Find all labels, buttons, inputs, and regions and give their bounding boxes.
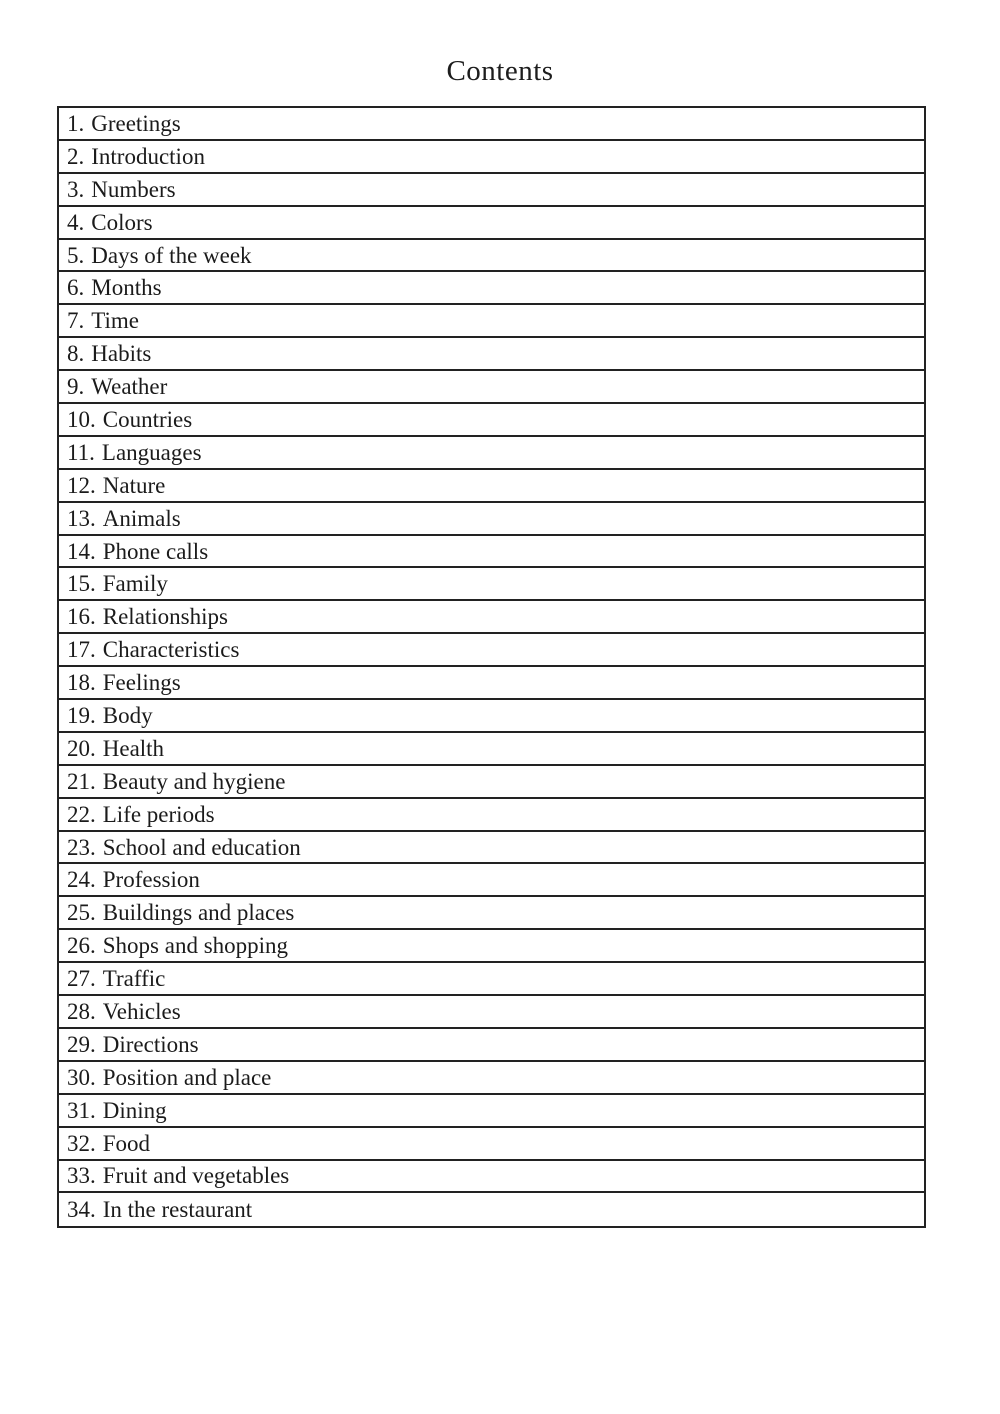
row-label: Food [102, 1130, 151, 1156]
row-label: Dining [102, 1097, 167, 1123]
table-row [59, 1161, 924, 1194]
table-row [59, 963, 924, 996]
table-row [59, 832, 924, 865]
table-row [59, 404, 924, 437]
row-number: 7. [67, 308, 85, 334]
row-number: 27. [67, 966, 96, 992]
row-number: 8. [67, 341, 85, 367]
row-label: Greetings [91, 110, 181, 136]
table-row [59, 1193, 924, 1226]
row-label: Health [102, 735, 165, 761]
row-label: Languages [101, 439, 202, 465]
table-row [59, 305, 924, 338]
row-number: 25. [67, 900, 96, 926]
table-row [59, 568, 924, 601]
row-label: Relationships [102, 604, 228, 630]
row-number: 28. [67, 998, 96, 1024]
page-title: Contents [446, 55, 554, 87]
row-label: Months [91, 275, 162, 301]
row-number: 13. [67, 505, 96, 531]
row-number: 11. [67, 439, 95, 465]
row-label: Introduction [91, 143, 205, 169]
row-number: 16. [67, 604, 96, 630]
row-label: Buildings and places [102, 900, 295, 926]
row-number: 29. [67, 1031, 96, 1057]
row-number: 31. [67, 1097, 96, 1123]
table-row [59, 766, 924, 799]
row-label: Weather [91, 374, 168, 400]
row-label: Nature [102, 472, 166, 498]
row-label: Phone calls [102, 538, 209, 564]
row-number: 24. [67, 867, 96, 893]
row-label: Directions [102, 1031, 199, 1057]
row-label: Traffic [102, 966, 166, 992]
table-row [59, 1128, 924, 1161]
row-label: Countries [102, 406, 193, 432]
row-label: Time [91, 308, 139, 334]
row-number: 21. [67, 768, 96, 794]
row-label: Animals [102, 505, 181, 531]
row-label: School and education [102, 834, 301, 860]
row-number: 12. [67, 472, 96, 498]
row-number: 10. [67, 406, 96, 432]
row-number: 6. [67, 275, 85, 301]
row-label: Days of the week [91, 242, 252, 268]
table-row [59, 930, 924, 963]
table-row [59, 503, 924, 536]
row-number: 2. [67, 143, 85, 169]
table-row [59, 108, 924, 141]
row-label: Beauty and hygiene [102, 768, 286, 794]
row-number: 14. [67, 538, 96, 564]
table-row [59, 536, 924, 569]
table-row [59, 174, 924, 207]
row-number: 17. [67, 637, 96, 663]
row-number: 19. [67, 702, 96, 728]
table-row [59, 634, 924, 667]
row-label: Numbers [91, 176, 176, 202]
row-label: Shops and shopping [102, 933, 289, 959]
row-number: 26. [67, 933, 96, 959]
table-row [59, 897, 924, 930]
table-row [59, 733, 924, 766]
table-row [59, 338, 924, 371]
row-number: 5. [67, 242, 85, 268]
table-row [59, 470, 924, 503]
row-number: 20. [67, 735, 96, 761]
row-label: Vehicles [102, 998, 181, 1024]
row-number: 1. [67, 110, 85, 136]
row-label: Life periods [102, 801, 215, 827]
row-number: 9. [67, 374, 85, 400]
row-number: 3. [67, 176, 85, 202]
table-row [59, 141, 924, 174]
table-row [59, 272, 924, 305]
table-row [59, 700, 924, 733]
row-label: Feelings [102, 670, 181, 696]
table-row [59, 667, 924, 700]
row-label: Fruit and vegetables [102, 1163, 290, 1189]
row-label: Profession [102, 867, 200, 893]
row-number: 22. [67, 801, 96, 827]
row-label: Habits [91, 341, 152, 367]
row-number: 23. [67, 834, 96, 860]
table-row [59, 437, 924, 470]
row-number: 32. [67, 1130, 96, 1156]
contents-table [57, 106, 926, 1228]
row-number: 4. [67, 209, 85, 235]
table-row [59, 799, 924, 832]
table-row [59, 371, 924, 404]
row-number: 15. [67, 571, 96, 597]
table-row [59, 601, 924, 634]
table-row [59, 996, 924, 1029]
row-label: Body [102, 702, 153, 728]
table-row [59, 207, 924, 240]
row-label: Colors [91, 209, 153, 235]
table-row [59, 1095, 924, 1128]
row-label: In the restaurant [102, 1197, 253, 1223]
table-row [59, 240, 924, 273]
row-label: Characteristics [102, 637, 240, 663]
row-number: 18. [67, 670, 96, 696]
row-label: Position and place [102, 1064, 272, 1090]
table-row [59, 864, 924, 897]
row-label: Family [102, 571, 168, 597]
table-row [59, 1062, 924, 1095]
row-number: 34. [67, 1197, 96, 1223]
row-number: 30. [67, 1064, 96, 1090]
row-number: 33. [67, 1163, 96, 1189]
table-row [59, 1029, 924, 1062]
